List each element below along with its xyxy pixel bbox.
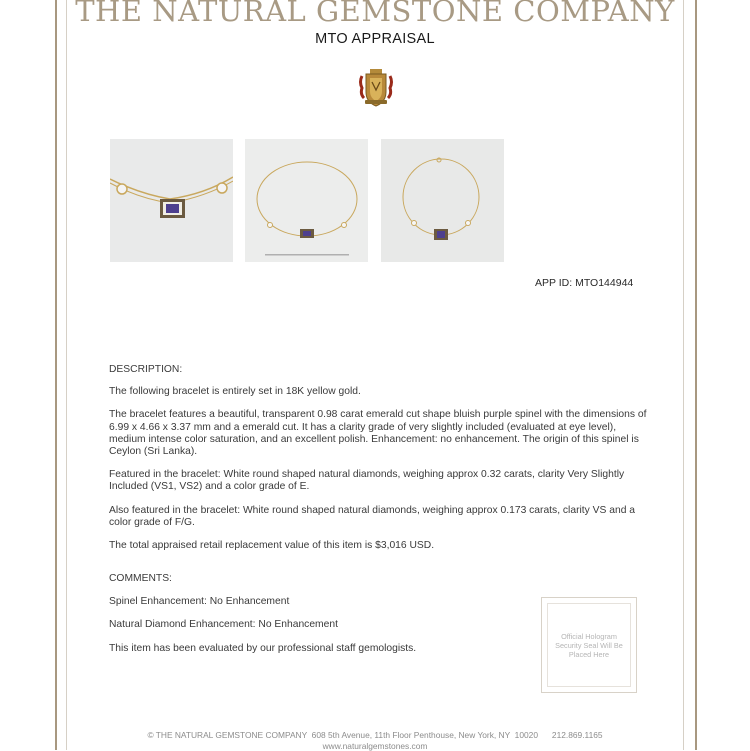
comments-section	[109, 573, 529, 655]
comments-heading: COMMENTS:	[109, 573, 529, 585]
footer-website-link[interactable]: www.naturalgemstones.com	[0, 741, 750, 751]
company-title: THE NATURAL GEMSTONE COMPANY	[0, 0, 750, 28]
page-border-right-outer	[695, 0, 697, 750]
page-border-right-inner	[683, 0, 684, 750]
comment-item: Spinel Enhancement: No Enhancement	[109, 596, 529, 608]
page-border-left-outer	[55, 0, 57, 750]
crest-logo-icon	[358, 68, 394, 108]
bracelet-front-photo	[245, 139, 368, 262]
appraised-value: The total appraised retail replacement value of this item is $3,016 USD.	[109, 540, 649, 552]
bracelet-closeup-photo	[110, 139, 233, 262]
page-border-left-inner	[66, 0, 67, 750]
description-paragraph: Also featured in the bracelet: White round shaped natural diamonds, weighing approx 0.173 carats, clarity VS and a color grade of F/G.	[109, 505, 649, 529]
footer	[0, 730, 750, 751]
description-section	[109, 364, 649, 552]
description-paragraph: The following bracelet is entirely set in 18K yellow gold.	[109, 386, 649, 398]
description-paragraph: Featured in the bracelet: White round shaped natural diamonds, weighing approx 0.32 carats, clarity Very Slightly Included (VS1, VS2) and a color grade of E.	[109, 469, 649, 493]
seal-inner-frame	[547, 603, 631, 687]
comment-item: Natural Diamond Enhancement: No Enhancement	[109, 619, 529, 631]
bracelet-full-photo	[381, 139, 504, 262]
footer-address: © THE NATURAL GEMSTONE COMPANY 608 5th Avenue, 11th Floor Penthouse, New York, NY 10020 212.869.1165	[0, 730, 750, 741]
blank-photo-slot	[516, 139, 639, 262]
document-type: MTO APPRAISAL	[0, 31, 750, 47]
hologram-seal-placeholder	[541, 597, 637, 693]
description-paragraph: The bracelet features a beautiful, transparent 0.98 carat emerald cut shape bluish purple spinel with the dimensions of 6.99 x 4.66 x 3.37 mm and a emerald cut. It has a clarity grade of very slightly included (evaluated at eye level), medium intense color saturation, and an excellent polish. Enhancement: no enhancement. The origin of this spinel is Ceylon (Sri Lanka).	[109, 409, 649, 458]
seal-text: Official Hologram Security Seal Will Be Placed Here	[549, 632, 629, 659]
app-id: APP ID: MTO144944	[535, 277, 633, 289]
description-heading: DESCRIPTION:	[109, 364, 649, 376]
comment-item: This item has been evaluated by our professional staff gemologists.	[109, 643, 529, 655]
